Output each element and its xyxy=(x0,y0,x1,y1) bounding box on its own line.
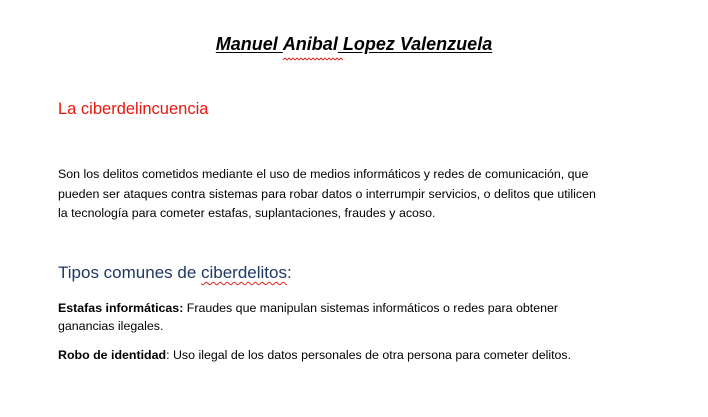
intro-line: pueden ser ataques contra sistemas para robar datos o interrumpir servicios, o delitos que utilicen xyxy=(58,186,596,201)
list-item-line xyxy=(58,299,658,317)
list-item-term: Estafas informáticas: xyxy=(58,301,184,315)
heading-types-text: Tipos comunes de xyxy=(58,263,201,282)
spellcheck-word-anibal[interactable] xyxy=(283,33,338,55)
intro-line: Son los delitos cometidos mediante el uso de medios informáticos y redes de comunicación, que xyxy=(58,167,589,181)
author-first-name: Manuel xyxy=(215,34,283,54)
intro-paragraph xyxy=(58,165,658,224)
author-title xyxy=(0,33,708,55)
list-item-line: ganancias ilegales. xyxy=(58,319,164,333)
intro-line: la tecnología para cometer estafas, suplantaciones, fraudes y acoso. xyxy=(58,206,436,220)
author-middle-name: Anibal xyxy=(282,34,338,54)
list-item-estafas xyxy=(58,299,658,335)
spellcheck-word-ciberdelitos[interactable]: ciberdelitos xyxy=(201,263,287,282)
list-item-line xyxy=(58,346,658,364)
list-item-description: : Uso ilegal de los datos personales de otra persona para cometer delitos. xyxy=(166,348,572,362)
list-item-term: Robo de identidad xyxy=(58,348,167,362)
heading-types-colon: : xyxy=(287,263,292,282)
heading-tipos-comunes xyxy=(58,262,292,284)
spellcheck-squiggle xyxy=(283,57,343,61)
author-last-name: Lopez Valenzuela xyxy=(337,34,493,54)
list-item-robo-identidad xyxy=(58,346,658,364)
heading-ciberdelincuencia: La ciberdelincuencia xyxy=(58,100,209,118)
list-item-description: Fraudes que manipulan sistemas informáticos o redes para obtener xyxy=(183,301,559,315)
